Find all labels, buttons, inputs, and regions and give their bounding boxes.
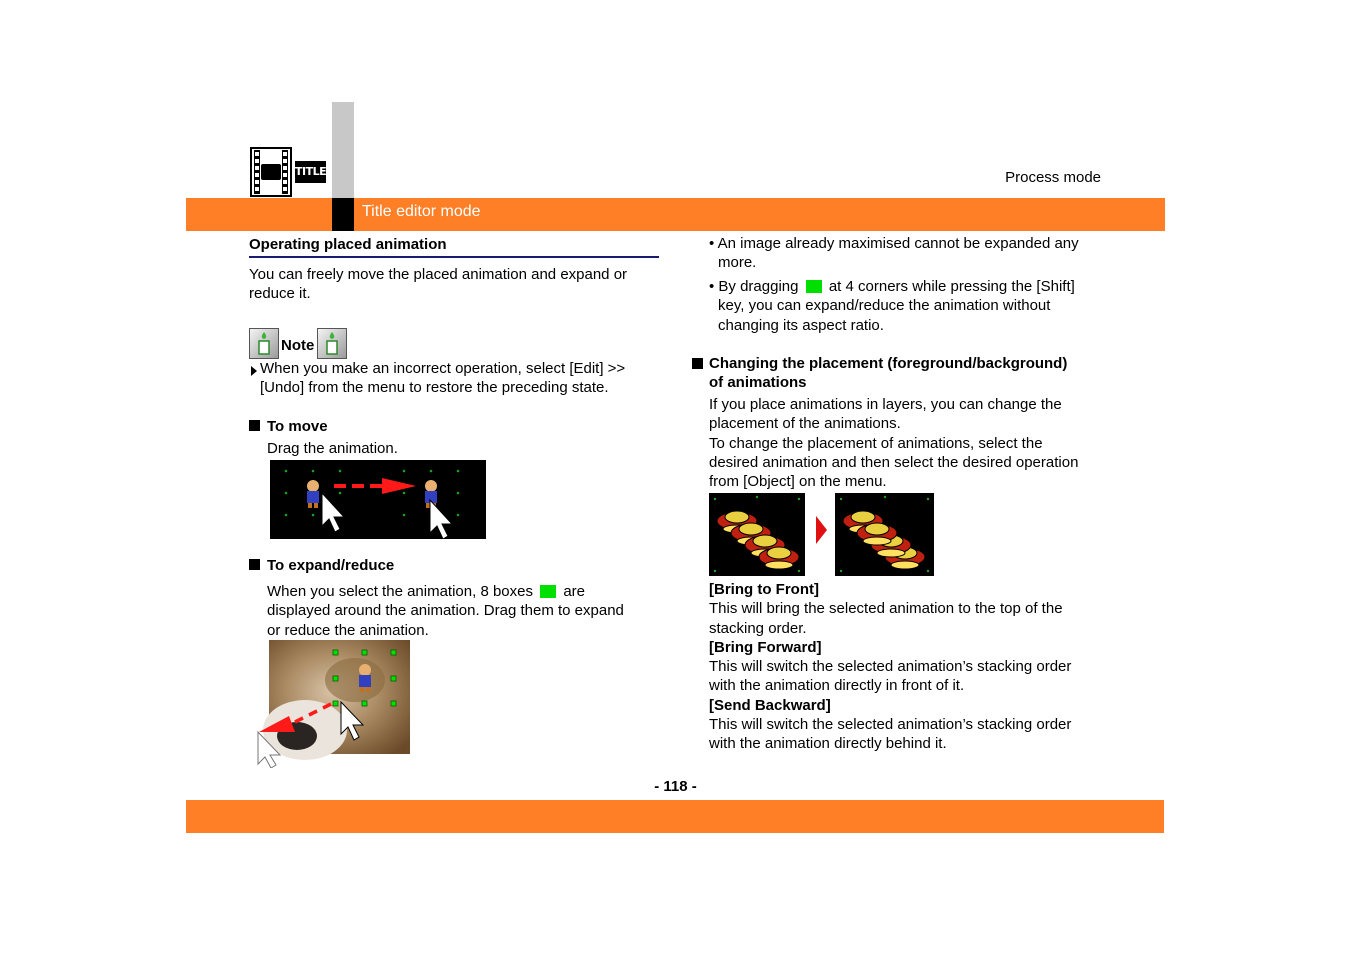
green-handle-icon [540,585,556,598]
ordering-descriptions: [Bring to Front] This will bring the selected animation to the top of the stacking order. [Bring Forward] This will switch the selected animation’s stacking order with the animation directly in front of it. [Send Backward] This will switch the selected animation’s stacking order with the animation directly behind it. [709,581,1072,753]
header-gray-tab [332,102,354,198]
move-text: Drag the animation. [267,440,398,457]
square-bullet-icon [249,420,260,431]
square-bullet-icon [692,358,703,369]
expand-illustration [255,640,410,768]
layer-before-illustration [709,493,805,576]
move-heading: To move [249,417,328,436]
green-handle-icon [806,280,822,293]
send-backward-heading: [Send Backward] [709,696,831,714]
section-heading: Operating placed animation [249,236,447,253]
placement-text: If you place animations in layers, you can change the placement of the animations. To change the placement of animations, select the desired animation and then select the desired operation from [Object] on the menu. [709,396,1079,491]
note-label: Note [281,337,315,354]
layer-after-illustration [835,493,934,576]
header-black-tab [332,198,354,231]
placement-heading: Changing the placement (foreground/background) of animations [709,355,1068,392]
note-icon [249,328,279,359]
bring-forward-heading: [Bring Forward] [709,638,822,656]
bullet-maximised: • An image already maximised cannot be expanded any more. [709,235,1079,272]
note-icon-right [317,328,347,359]
square-bullet-icon [249,559,260,570]
footer-bar [186,800,1164,833]
mode-label: Title editor mode [362,203,481,220]
expand-heading: To expand/reduce [249,556,394,575]
bullet-aspect: • By dragging at 4 corners while pressing the [Shift] key, you can expand/reduce the animation without changing its aspect ratio. [709,278,1075,334]
heading-rule [249,256,659,258]
note-arrow-icon [250,363,258,380]
section-label: Process mode [1005,169,1101,186]
film-icon [250,147,292,197]
arrow-right-icon [816,516,827,548]
title-icon: TITLE [295,161,326,183]
note-text: When you make an incorrect operation, select [Edit] >> [Undo] from the menu to restore the preceding state. [260,360,626,397]
bring-to-front-heading: [Bring to Front] [709,581,819,598]
move-illustration [270,460,486,539]
page-number: - 118 - [654,778,697,795]
expand-text: When you select the animation, 8 boxes are displayed around the animation. Drag them to expand or reduce the animation. [267,583,624,639]
intro-text: You can freely move the placed animation and expand or reduce it. [249,266,628,303]
